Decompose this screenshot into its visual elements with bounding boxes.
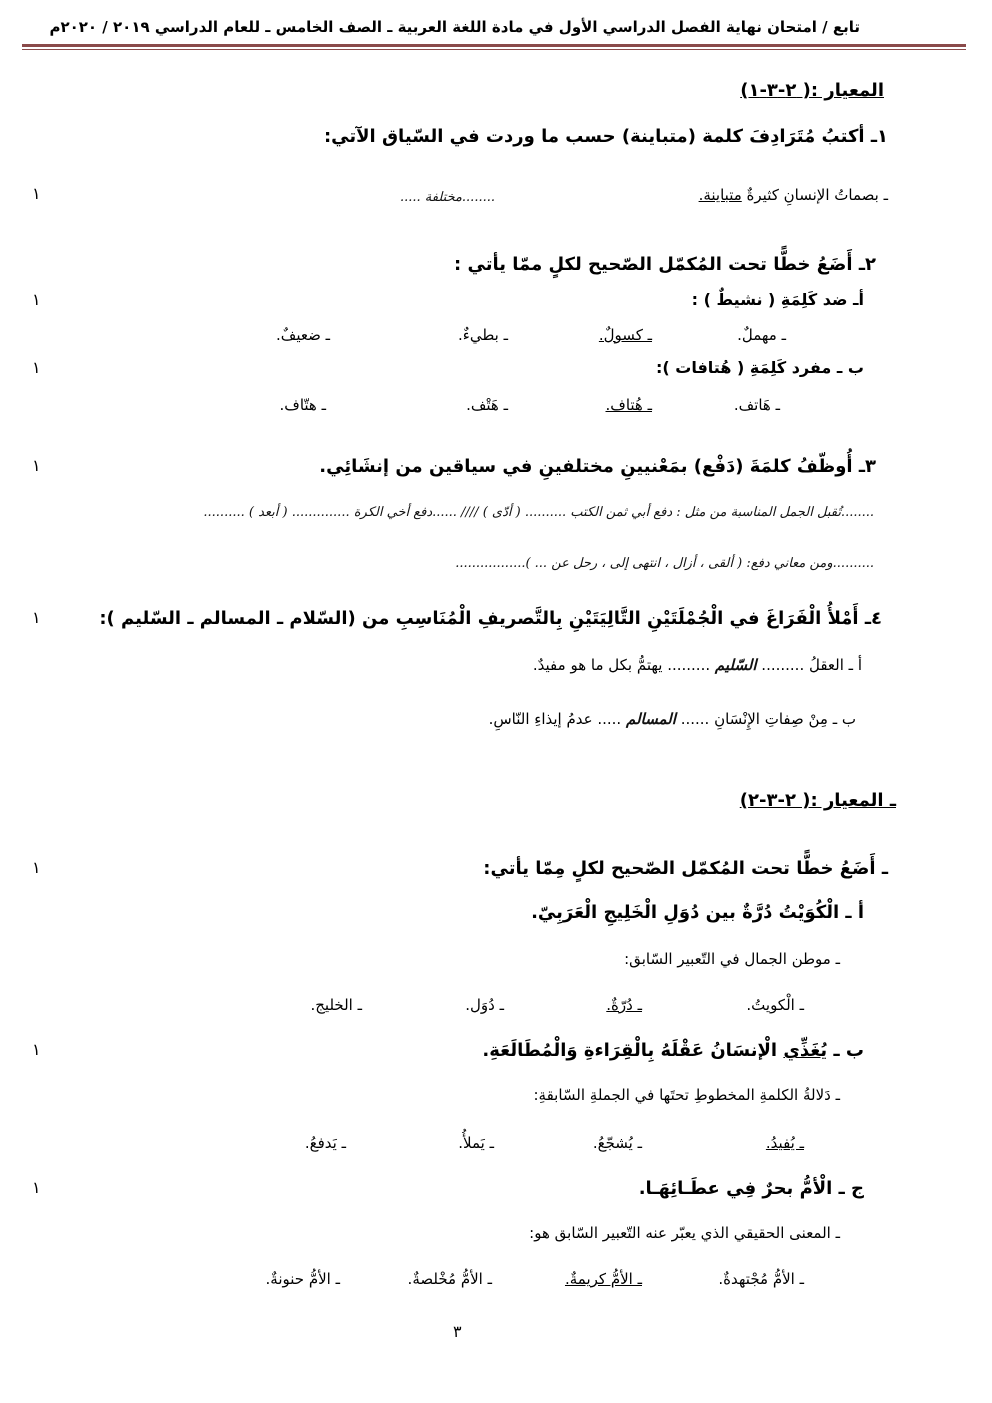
question-4a-answer: السّليم xyxy=(714,656,757,674)
question-2a-option-2: ـ كسولٌ. xyxy=(598,326,652,344)
question-s2b-option-4: ـ يَدفعُ. xyxy=(304,1134,346,1152)
question-4b-start: ب ـ مِنْ صِفاتِ الإِنْسَانِ ...... xyxy=(680,710,856,728)
question-1-sentence-start: ـ بصماتُ الإنسانِ كثيرةٌ xyxy=(746,186,888,204)
question-s2b-mark: ١ xyxy=(32,1040,41,1059)
header-divider-thin xyxy=(22,49,966,50)
question-4a-end: ......... يهتمُّ بكل ما هو مفيدٌ. xyxy=(532,656,711,674)
question-4b-answer: المسالم xyxy=(625,710,676,728)
question-s2c-title: ج ـ الْأمُّ بحرٌ فِي عطَـائِهَـا. xyxy=(638,1178,864,1199)
question-2a-title: أـ ضد كَلِمَةِ ( نشيطٌ ) : xyxy=(691,290,864,309)
question-2b-option-2: ـ هُتاف. xyxy=(605,396,652,414)
question-3-title: ٣ـ أُوظّفُ كلمَةَ (دَفْع) بمَعْنيينِ مختلفينِ في سياقين من إنشَائِي. xyxy=(319,456,876,477)
question-2a-option-4: ـ ضعيفٌ. xyxy=(276,326,330,344)
question-s2b-target-word: يُغَذِّي xyxy=(783,1040,828,1061)
question-1-answer: ........مختلفة ..... xyxy=(400,190,495,205)
question-s2c-option-1: ـ الأمُّ مُجْتهدةٌ. xyxy=(718,1270,804,1288)
question-3-answer-line-1: ........تُقبل الجمل المناسبة من مثل : دفع أبي ثمن الكتب .......... ( أدّى ) //// ......دفع أخي الكرة .............. ( أبعد ) .......... xyxy=(203,505,874,520)
question-1-target-word: متباينة. xyxy=(698,186,742,204)
question-s2a-title: أ ـ الْكُوَيْتُ دُرَّةٌ بين دُوَلِ الْخَلِيجِ الْعَرَبِيّ. xyxy=(531,902,864,923)
question-2a-option-3: ـ بطيءٌ. xyxy=(458,326,508,344)
page-number: ٣ xyxy=(453,1322,462,1341)
question-s2b-question: ـ دَلالةُ الكلمةِ المخطوطِ تحتَها في الجملةِ السّابقةِ: xyxy=(533,1086,840,1104)
question-2a-option-1: ـ مهملٌ. xyxy=(737,326,786,344)
criterion-heading-2: ـ المعيار :( ٢-٣-٢) xyxy=(739,790,896,811)
page-header-title: تابع / امتحان نهاية الفصل الدراسي الأول في مادة اللغة العربية ـ الصف الخامس ـ للعام الدراسي ٢٠١٩ / ٢٠٢٠م xyxy=(49,18,860,36)
question-4-mark: ١ xyxy=(32,608,41,627)
question-2b-option-4: ـ هتّاف. xyxy=(279,396,326,414)
question-2-title: ٢ـ أَضَعُ خطًّا تحت المُكمّل الصّحيح لكلٍ ممّا يأتي : xyxy=(454,254,876,275)
question-s2c-option-3: ـ الأمُّ مُخْلصةٌ. xyxy=(407,1270,492,1288)
question-s2b-option-3: ـ يَملأُ. xyxy=(458,1134,494,1152)
question-2b-title: ب ـ مفرد كَلِمَةِ ( هُتافات ): xyxy=(655,358,864,377)
question-1-sentence xyxy=(699,186,888,204)
question-s2b-prefix: ب ـ xyxy=(833,1040,864,1061)
question-s2a-option-1: ـ الْكويتُ. xyxy=(746,996,804,1014)
question-4b-end: ..... عدمُ إيذاءِ النّاسِ. xyxy=(488,710,622,728)
question-s2a-option-2: ـ دُرّةٌ. xyxy=(606,996,642,1014)
criterion-heading-1: المعيار :( ٢-٣-١) xyxy=(740,80,884,101)
question-1-mark: ١ xyxy=(32,184,41,203)
question-s2c-question: ـ المعنى الحقيقي الذي يعبّر عنه التّعبير السّابق هو: xyxy=(529,1224,840,1242)
question-s2b-title xyxy=(482,1040,864,1061)
question-s2a-option-3: ـ دُوَل. xyxy=(465,996,504,1014)
section-2-instruction: ـ أَضَعُ خطًّا تحت المُكمّل الصّحيح لكلٍ مِمّا يأتي: xyxy=(483,858,888,879)
question-s2c-mark: ١ xyxy=(32,1178,41,1197)
question-2b-option-3: ـ هَتْف. xyxy=(466,396,508,414)
question-4b-sentence xyxy=(489,710,856,728)
question-2a-mark: ١ xyxy=(32,290,41,309)
question-3-mark: ١ xyxy=(32,456,41,475)
question-s2c-option-2: ـ الأمُّ كريمةٌ. xyxy=(564,1270,642,1288)
question-2b-option-1: ـ هَاتف. xyxy=(733,396,780,414)
question-4-title: ٤ـ أَمْلأُ الْفَرَاغَ في الْجُمْلَتَيْنِ التَّالِيَتَيْنِ بِالتَّصريفِ الْمُنَاسِبِ من (السّلام ـ المسالم ـ السّليم ): xyxy=(99,608,882,629)
question-s2b-option-1: ـ يُفيدُ. xyxy=(765,1134,804,1152)
question-s2a-question: ـ موطن الجمال في التّعبير السّابق: xyxy=(624,950,840,968)
question-3-answer-line-2: ..........ومن معاني دفع: ( ألقى ، أزال ، انتهى إلى ، رحل عن ... )................. xyxy=(455,556,874,571)
question-s2a-option-4: ـ الخليج. xyxy=(310,996,362,1014)
question-4a-sentence xyxy=(533,656,862,674)
question-s2c-option-4: ـ الأمُّ حنونةٌ. xyxy=(265,1270,340,1288)
question-2b-mark: ١ xyxy=(32,358,41,377)
question-s2b-rest: الْإنسَانُ عَقْلَهُ بِالْقِرَاءةِ وَالْمُطَالَعَةِ. xyxy=(482,1040,778,1061)
question-4a-start: أ ـ العقلُ ......... xyxy=(761,656,862,674)
question-s2b-option-2: ـ يُشجّعُ. xyxy=(592,1134,642,1152)
section-2-instruction-mark: ١ xyxy=(32,858,41,877)
question-1-title: ١ـ أكتبُ مُتَرَادِفَ كلمة (متباينة) حسب ما وردت في السّياق الآتي: xyxy=(323,126,888,147)
header-divider-thick xyxy=(22,44,966,47)
